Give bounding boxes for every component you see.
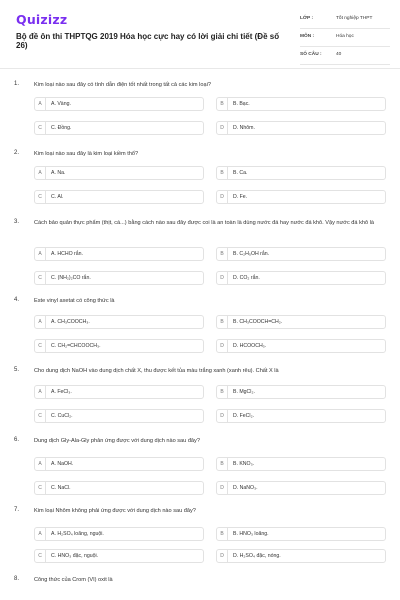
option-a[interactable] — [34, 385, 204, 399]
option-letter: B — [217, 386, 228, 398]
option-a[interactable] — [34, 527, 204, 541]
question-number: 6. — [14, 437, 20, 443]
option-b[interactable] — [216, 457, 386, 471]
option-letter: C — [35, 340, 46, 352]
question-text: Kim loại nào sau đây là kim loại kiềm thổ? — [34, 151, 139, 157]
option-letter: D — [217, 410, 228, 422]
question-number: 3. — [14, 219, 20, 225]
option-letter: B — [217, 248, 228, 260]
worksheet-header — [0, 0, 400, 70]
option-d[interactable] — [216, 409, 386, 423]
option-letter: D — [217, 550, 228, 562]
option-text: B. CH₃COOCH=CH₂. — [233, 319, 283, 325]
question-count-label: SỐ CÂU : — [300, 52, 322, 57]
option-letter: A — [35, 528, 46, 540]
option-letter: C — [35, 191, 46, 203]
option-b[interactable] — [216, 247, 386, 261]
question-text: Công thức của Crom (VI) oxit là — [34, 577, 113, 583]
option-text: A. H₂SO₄ loãng, nguội. — [51, 531, 104, 537]
option-letter: A — [35, 248, 46, 260]
option-d[interactable] — [216, 271, 386, 285]
option-letter: D — [217, 122, 228, 134]
subject-label: MÔN : — [300, 34, 315, 39]
option-letter: C — [35, 482, 46, 494]
option-letter: D — [217, 272, 228, 284]
option-text: A. NaOH. — [51, 461, 74, 467]
option-text: B. KNO₃. — [233, 461, 255, 467]
option-c[interactable] — [34, 271, 204, 285]
option-letter: D — [217, 340, 228, 352]
option-text: A. HCHO rắn. — [51, 251, 83, 257]
option-letter: C — [35, 550, 46, 562]
option-text: C. Đồng. — [51, 125, 72, 131]
option-d[interactable] — [216, 121, 386, 135]
option-c[interactable] — [34, 121, 204, 135]
question-text: Kim loại Nhôm không phải ứng được với dung dịch nào sau đây? — [34, 508, 196, 514]
meta-panel — [300, 14, 390, 68]
option-text: C. NaCl. — [51, 485, 71, 491]
option-letter: B — [217, 98, 228, 110]
option-b[interactable] — [216, 315, 386, 329]
option-text: A. CH₃COOCH₃. — [51, 319, 90, 325]
option-a[interactable] — [34, 247, 204, 261]
option-b[interactable] — [216, 385, 386, 399]
option-text: C. CH₂=CHCOOCH₃. — [51, 343, 101, 349]
question-count-value: 40 — [336, 52, 342, 57]
meta-row-count — [300, 50, 390, 65]
option-text: D. HCOOCH₃. — [233, 343, 267, 349]
option-d[interactable] — [216, 190, 386, 204]
option-text: D. Fe. — [233, 194, 248, 200]
option-text: A. Vàng. — [51, 101, 71, 107]
question-text: Kim loại nào sau đây có tính dẫn điện tốt nhất trong tất cả các kim loại? — [34, 82, 211, 88]
option-text: A. FeCl₃. — [51, 389, 72, 395]
option-text: B. HNO₃ loãng. — [233, 531, 269, 537]
option-letter: D — [217, 482, 228, 494]
option-letter: A — [35, 167, 46, 179]
option-text: B. MgCl₂. — [233, 389, 255, 395]
option-letter: A — [35, 458, 46, 470]
question-number: 5. — [14, 367, 20, 373]
option-text: C. Al. — [51, 194, 64, 200]
option-d[interactable] — [216, 339, 386, 353]
option-d[interactable] — [216, 549, 386, 563]
option-text: B. Ca. — [233, 170, 248, 176]
question-text: Cách bảo quản thực phẩm (thịt, cá...) bằng cách nào sau đây được coi là an toàn là dùng nước đá hay nước đá khô. Vậy nước đá khô là — [34, 220, 375, 226]
meta-row-subject — [300, 32, 390, 47]
option-b[interactable] — [216, 97, 386, 111]
question-number: 2. — [14, 150, 20, 156]
option-letter: A — [35, 386, 46, 398]
question-text: Dung dịch Gly-Ala-Gly phản ứng được với dung dịch nào sau đây? — [34, 438, 200, 444]
option-letter: B — [217, 316, 228, 328]
option-text: D. NaNO₃. — [233, 485, 258, 491]
option-text: D. FeCl₂. — [233, 413, 255, 419]
option-letter: A — [35, 316, 46, 328]
option-text: D. Nhôm. — [233, 125, 255, 131]
question-text: Cho dung dịch NaOH vào dung dịch chất X, thu được kết tủa màu trắng xanh (xanh rêu). Chất X là — [34, 368, 279, 374]
option-letter: B — [217, 528, 228, 540]
option-letter: C — [35, 122, 46, 134]
option-text: C. HNO₃ đặc, nguội. — [51, 553, 99, 559]
option-a[interactable] — [34, 166, 204, 180]
option-a[interactable] — [34, 457, 204, 471]
question-number: 7. — [14, 507, 20, 513]
option-letter: C — [35, 272, 46, 284]
option-a[interactable] — [34, 97, 204, 111]
option-letter: A — [35, 98, 46, 110]
question-number: 4. — [14, 297, 20, 303]
option-d[interactable] — [216, 481, 386, 495]
option-c[interactable] — [34, 549, 204, 563]
header-divider — [0, 68, 400, 69]
option-text: D. H₂SO₄ đặc, nóng. — [233, 553, 281, 559]
option-letter: D — [217, 191, 228, 203]
option-text: C. (NH₂)₂CO rắn. — [51, 275, 91, 281]
class-value: Tốt nghiệp THPT — [336, 16, 373, 21]
question-number: 8. — [14, 576, 20, 582]
option-letter: C — [35, 410, 46, 422]
question-number: 1. — [14, 81, 20, 87]
class-label: LỚP : — [300, 16, 314, 21]
meta-row-class — [300, 14, 390, 29]
option-text: D. CO₂ rắn. — [233, 275, 260, 281]
option-a[interactable] — [34, 315, 204, 329]
option-text: C. CuCl₂. — [51, 413, 73, 419]
question-text: Este vinyl axetat có công thức là — [34, 298, 115, 304]
quizizz-logo: Quizizz — [16, 12, 68, 27]
option-text: A. Na. — [51, 170, 66, 176]
page-title: Bộ đề ôn thi THPTQG 2019 Hóa học cực hay có lời giải chi tiết (Đề số 26) — [16, 32, 280, 50]
option-b[interactable] — [216, 166, 386, 180]
option-text: B. Bạc. — [233, 101, 250, 107]
option-c[interactable] — [34, 481, 204, 495]
option-c[interactable] — [34, 339, 204, 353]
option-letter: B — [217, 458, 228, 470]
option-c[interactable] — [34, 409, 204, 423]
option-text: B. C₂H₅OH rắn. — [233, 251, 270, 257]
option-c[interactable] — [34, 190, 204, 204]
option-b[interactable] — [216, 527, 386, 541]
subject-value: Hóa học — [336, 34, 354, 39]
option-letter: B — [217, 167, 228, 179]
